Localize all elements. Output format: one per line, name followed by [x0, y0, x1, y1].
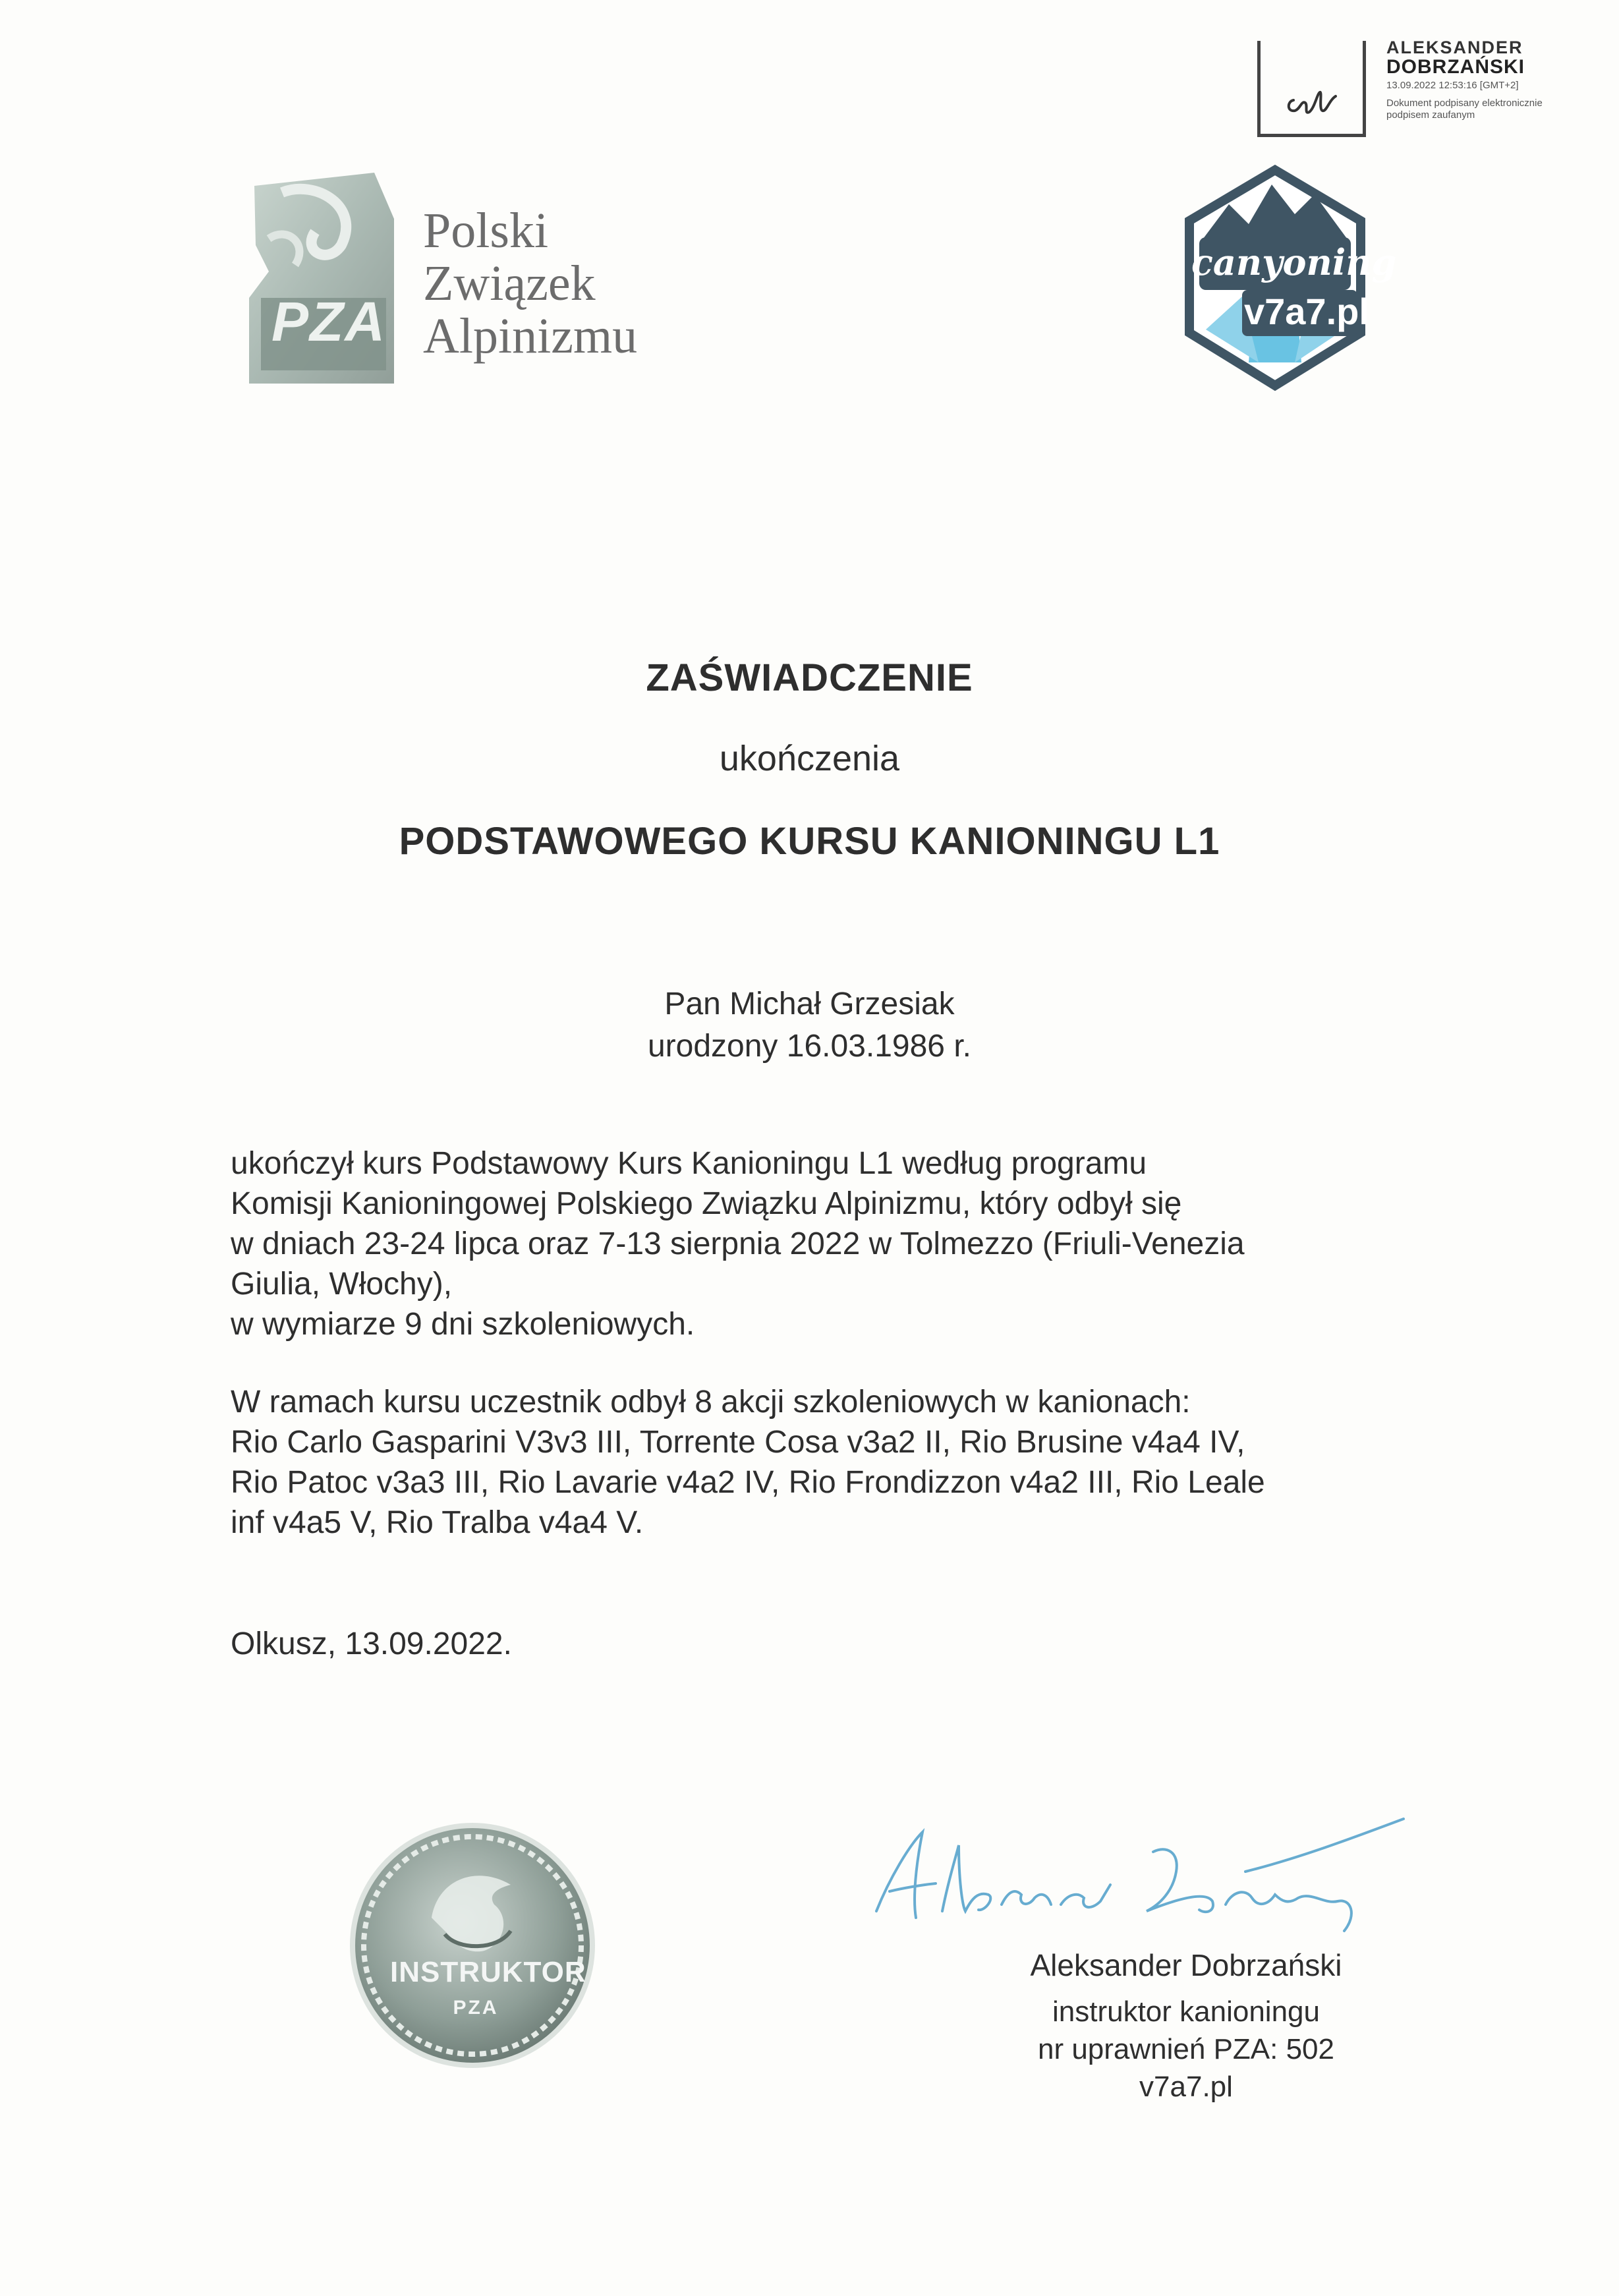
canyoning-logo-word: canyoning	[1191, 241, 1397, 283]
signer-name: Aleksander Dobrzański	[1030, 1948, 1342, 1982]
signer-role: instruktor kanioningu	[1052, 1995, 1320, 2028]
seal-label: INSTRUKTOR	[390, 1956, 586, 1988]
pza-name-line2: Związek	[423, 256, 596, 311]
esig-name-first: ALEKSANDER	[1386, 38, 1523, 57]
pza-name-line3: Alpinizmu	[423, 308, 638, 364]
body-line: ukończył kurs Podstawowy Kurs Kanioningu L1 według programu	[231, 1146, 1147, 1181]
body-line: Komisji Kanioningowej Polskiego Związku Alpinizmu, który odbył się	[231, 1186, 1182, 1221]
signer-license: nr uprawnień PZA: 502	[1037, 2033, 1335, 2065]
course-name: PODSTAWOWEGO KURSU KANIONINGU L1	[399, 820, 1220, 863]
body-line: w dniach 23-24 lipca oraz 7-13 sierpnia 2022 w Tolmezzo (Friuli-Venezia	[231, 1226, 1245, 1261]
instructor-seal	[346, 1819, 600, 2073]
esig-note: Dokument podpisany elektronicznie podpisem zaufanym	[1386, 97, 1543, 121]
pza-name	[423, 204, 687, 362]
seal-org: PZA	[453, 1997, 499, 2019]
pza-logo-letters: PZA	[271, 291, 386, 353]
signature-mark-icon	[1286, 80, 1338, 120]
signature-frame	[1257, 41, 1366, 137]
place-and-date: Olkusz, 13.09.2022.	[231, 1626, 512, 1661]
body-line: w wymiarze 9 dni szkoleniowych.	[231, 1307, 695, 1342]
certificate-subtitle: ukończenia	[719, 739, 900, 778]
body-line: Giulia, Włochy),	[231, 1267, 453, 1302]
completion-paragraph	[231, 1143, 1390, 1344]
esig-timestamp: 13.09.2022 12:53:16 [GMT+2]	[1386, 79, 1519, 91]
participant-birthdate: urodzony 16.03.1986 r.	[647, 1029, 972, 1064]
body-line: Rio Patoc v3a3 III, Rio Lavarie v4a2 IV, Rio Frondizzon v4a2 III, Rio Leale	[231, 1465, 1265, 1500]
body-line: Rio Carlo Gasparini V3v3 III, Torrente Cosa v3a2 II, Rio Brusine v4a4 IV,	[231, 1425, 1245, 1460]
pza-name-line1: Polski	[423, 203, 549, 258]
participant-name: Pan Michał Grzesiak	[664, 987, 955, 1021]
certificate-title: ZAŚWIADCZENIE	[646, 656, 973, 699]
pza-logo	[242, 166, 401, 390]
body-line: W ramach kursu uczestnik odbył 8 akcji szkoleniowych w kanionach:	[231, 1385, 1191, 1420]
canyons-paragraph	[231, 1382, 1390, 1543]
esig-name-last: DOBRZAŃSKI	[1386, 56, 1525, 78]
body-line: inf v4a5 V, Rio Tralba v4a4 V.	[231, 1505, 644, 1540]
electronic-signature-stamp	[1257, 38, 1600, 140]
signer-website: v7a7.pl	[1139, 2071, 1233, 2103]
handwritten-signature	[850, 1806, 1417, 1944]
canyoning-logo-domain: v7a7.pl	[1244, 291, 1369, 332]
